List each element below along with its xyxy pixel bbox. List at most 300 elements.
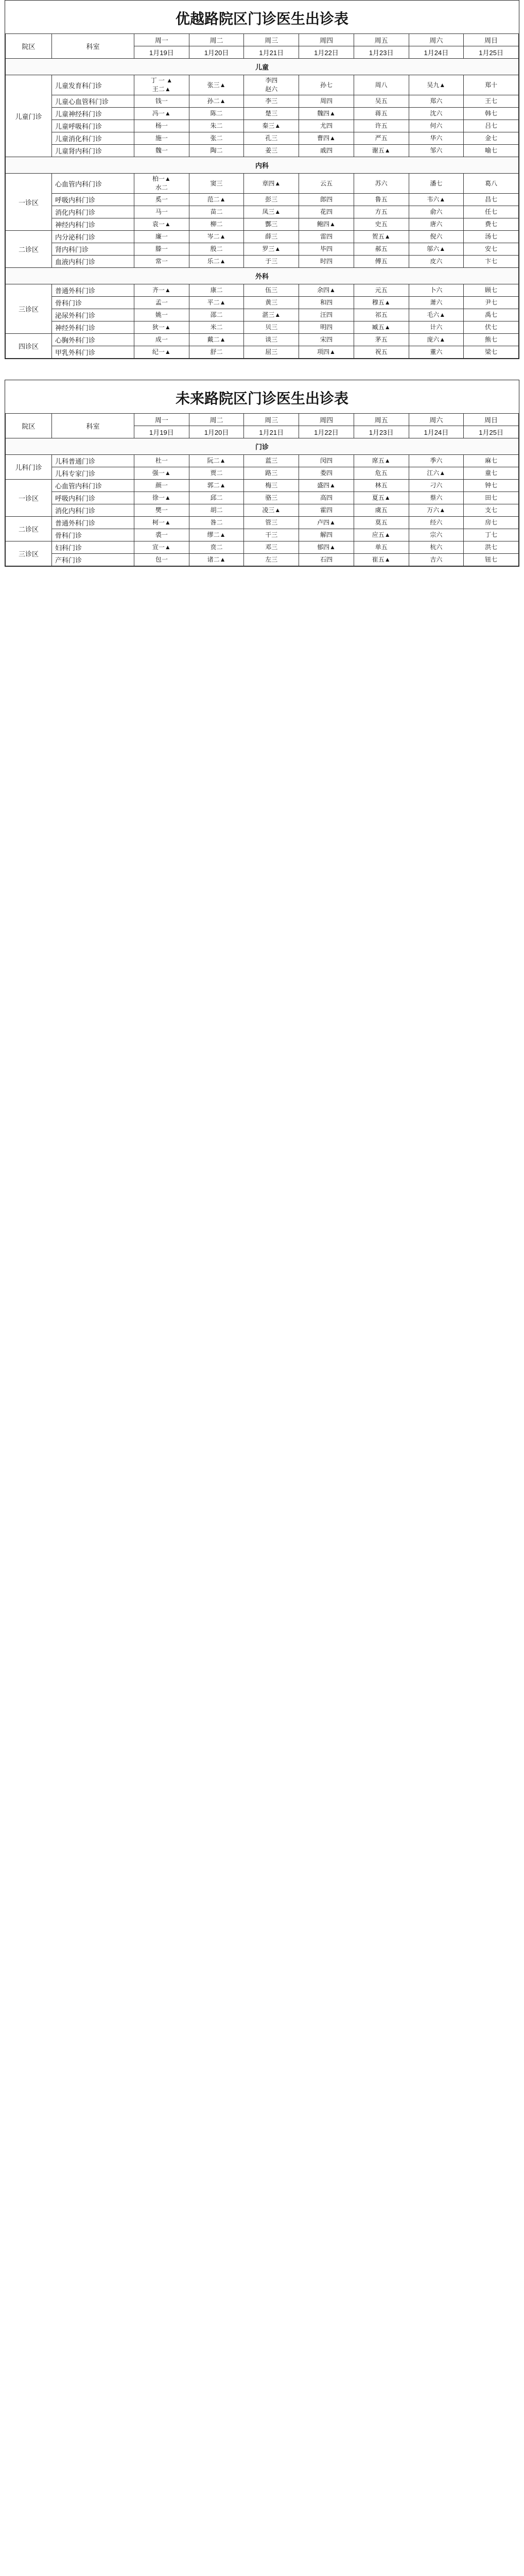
doctor-cell: 安七 <box>464 243 519 256</box>
doctor-cell: 滕一 <box>134 243 189 256</box>
date-sat: 1月24日 <box>409 426 464 438</box>
dept-cell: 儿科专家门诊 <box>52 467 134 480</box>
sheet-2-title: 未来路院区门诊医生出诊表 <box>175 391 348 406</box>
doctor-cell: 祝五 <box>354 346 409 359</box>
doctor-cell: 解四 <box>299 529 354 541</box>
doctor-cell: 韩七 <box>464 108 519 120</box>
doctor-cell: 姜三 <box>244 145 299 157</box>
doctor-cell: 缪二▲ <box>189 529 244 541</box>
doctor-cell: 陶二 <box>189 145 244 157</box>
doctor-cell: 明四 <box>299 321 354 334</box>
dept-cell: 消化内科门诊 <box>52 504 134 517</box>
doctor-cell: 刁六 <box>409 480 464 492</box>
table-row <box>6 231 519 243</box>
doctor-cell: 舒二 <box>189 346 244 359</box>
doctor-cell: 钮七 <box>464 554 519 566</box>
sheet-1-header-row <box>6 34 519 46</box>
date-fri: 1月23日 <box>354 426 409 438</box>
doctor-cell: 余四▲ <box>299 284 354 297</box>
doctor-cell: 喻七 <box>464 145 519 157</box>
doctor-cell: 严五 <box>354 132 409 145</box>
doctor-cell: 杨一 <box>134 120 189 132</box>
doctor-cell: 史五 <box>354 218 409 231</box>
doctor-cell: 茅五 <box>354 334 409 346</box>
doctor-cell: 季六 <box>409 455 464 467</box>
doctor-cell: 方五 <box>354 206 409 218</box>
doctor-cell: 项四▲ <box>299 346 354 359</box>
doctor-cell: 祁五 <box>354 309 409 321</box>
doctor-cell: 宗六 <box>409 529 464 541</box>
doctor-cell: 凌三▲ <box>244 504 299 517</box>
doctor-cell: 李三 <box>244 95 299 108</box>
dept-cell: 神经内科门诊 <box>52 218 134 231</box>
doctor-cell: 葛八 <box>464 174 519 194</box>
dept-cell: 血液内科门诊 <box>52 256 134 268</box>
doctor-cell: 宣一▲ <box>134 541 189 554</box>
date-thu: 1月22日 <box>299 46 354 59</box>
doctor-cell: 纪一▲ <box>134 346 189 359</box>
doctor-cell: 宋四 <box>299 334 354 346</box>
table-row <box>6 194 519 206</box>
area-cell: 儿童门诊 <box>6 75 52 157</box>
area-cell: 三诊区 <box>6 541 52 566</box>
doctor-cell: 邵二 <box>189 309 244 321</box>
doctor-cell: 鲍四▲ <box>299 218 354 231</box>
header-fri: 周五 <box>354 34 409 46</box>
doctor-cell: 丁 一 ▲ 王二▲ <box>134 75 189 95</box>
doctor-cell: 颜一 <box>134 480 189 492</box>
doctor-cell: 罗三▲ <box>244 243 299 256</box>
doctor-cell: 孙二▲ <box>189 95 244 108</box>
dept-cell: 儿童心血管科门诊 <box>52 95 134 108</box>
doctor-cell: 郑六 <box>409 95 464 108</box>
doctor-cell: 黄三 <box>244 297 299 309</box>
doctor-cell: 杭六 <box>409 541 464 554</box>
doctor-cell: 薛三 <box>244 231 299 243</box>
area-cell: 三诊区 <box>6 284 52 334</box>
table-row <box>6 284 519 297</box>
doctor-cell: 骆三 <box>244 492 299 504</box>
doctor-cell: 柯一▲ <box>134 517 189 529</box>
doctor-cell: 单五 <box>354 541 409 554</box>
doctor-cell: 娄四 <box>299 467 354 480</box>
doctor-cell: 金七 <box>464 132 519 145</box>
doctor-cell: 潘七 <box>409 174 464 194</box>
doctor-cell: 孔三 <box>244 132 299 145</box>
doctor-cell: 许五 <box>354 120 409 132</box>
date-sun: 1月25日 <box>464 426 519 438</box>
sheet-1-body <box>6 59 519 359</box>
doctor-cell: 米二 <box>189 321 244 334</box>
doctor-cell: 王七 <box>464 95 519 108</box>
doctor-cell: 乐二▲ <box>189 256 244 268</box>
doctor-cell: 成一 <box>134 334 189 346</box>
doctor-cell: 沈六 <box>409 108 464 120</box>
sheet-1-title: 优越路院区门诊医生出诊表 <box>175 11 348 27</box>
doctor-cell: 樊一 <box>134 504 189 517</box>
sheet-1-table <box>5 33 519 359</box>
section-label: 外科 <box>6 268 519 284</box>
doctor-cell: 席五▲ <box>354 455 409 467</box>
header-thu: 周四 <box>299 34 354 46</box>
doctor-cell: 姚一 <box>134 309 189 321</box>
header-dept: 科室 <box>52 414 134 438</box>
doctor-cell: 谢五▲ <box>354 145 409 157</box>
doctor-cell: 胡二 <box>189 504 244 517</box>
doctor-cell: 贾二 <box>189 467 244 480</box>
header-wed: 周三 <box>244 34 299 46</box>
sheet-1 <box>5 0 519 359</box>
doctor-cell: 柳二 <box>189 218 244 231</box>
doctor-cell: 汤七 <box>464 231 519 243</box>
header-sun: 周日 <box>464 414 519 426</box>
doctor-cell: 伍三 <box>244 284 299 297</box>
doctor-cell: 穆五▲ <box>354 297 409 309</box>
date-sun: 1月25日 <box>464 46 519 59</box>
doctor-cell: 奚一 <box>134 194 189 206</box>
header-wed: 周三 <box>244 414 299 426</box>
doctor-cell: 彭三 <box>244 194 299 206</box>
doctor-cell: 岑二▲ <box>189 231 244 243</box>
dept-cell: 儿科普通门诊 <box>52 455 134 467</box>
doctor-cell: 熊七 <box>464 334 519 346</box>
table-row <box>6 297 519 309</box>
table-row <box>6 120 519 132</box>
doctor-cell: 时四 <box>299 256 354 268</box>
doctor-cell: 霍四 <box>299 504 354 517</box>
doctor-cell: 卢四▲ <box>299 517 354 529</box>
doctor-cell: 万六▲ <box>409 504 464 517</box>
date-tue: 1月20日 <box>189 426 244 438</box>
section-label: 内科 <box>6 157 519 174</box>
table-row <box>6 243 519 256</box>
doctor-cell: 苗二 <box>189 206 244 218</box>
section-row <box>6 268 519 284</box>
doctor-cell: 顾七 <box>464 284 519 297</box>
doctor-cell: 丁七 <box>464 529 519 541</box>
section-row <box>6 59 519 75</box>
doctor-cell: 夏五▲ <box>354 492 409 504</box>
doctor-cell: 虞五 <box>354 504 409 517</box>
doctor-cell: 钱一 <box>134 95 189 108</box>
section-row <box>6 438 519 455</box>
doctor-cell: 石四 <box>299 554 354 566</box>
date-tue: 1月20日 <box>189 46 244 59</box>
doctor-cell: 林五 <box>354 480 409 492</box>
doctor-cell: 孟一 <box>134 297 189 309</box>
dept-cell: 儿童神经科门诊 <box>52 108 134 120</box>
area-cell: 一诊区 <box>6 174 52 231</box>
doctor-cell: 蒋五 <box>354 108 409 120</box>
doctor-cell: 郎四 <box>299 194 354 206</box>
header-mon: 周一 <box>134 34 189 46</box>
doctor-cell: 诸二▲ <box>189 554 244 566</box>
doctor-cell: 卞七 <box>464 256 519 268</box>
doctor-cell: 童七 <box>464 467 519 480</box>
doctor-cell: 楚三 <box>244 108 299 120</box>
doctor-cell: 傅五 <box>354 256 409 268</box>
table-row <box>6 75 519 95</box>
header-area: 院区 <box>6 414 52 438</box>
doctor-cell: 康二 <box>189 284 244 297</box>
table-row <box>6 334 519 346</box>
table-row <box>6 467 519 480</box>
doctor-cell: 吕七 <box>464 120 519 132</box>
date-mon: 1月19日 <box>134 46 189 59</box>
header-mon: 周一 <box>134 414 189 426</box>
doctor-cell: 花四 <box>299 206 354 218</box>
dept-cell: 儿童发育科门诊 <box>52 75 134 95</box>
doctor-cell: 周四 <box>299 95 354 108</box>
doctor-cell: 梁七 <box>464 346 519 359</box>
dept-cell: 肾内科门诊 <box>52 243 134 256</box>
doctor-cell: 秦三▲ <box>244 120 299 132</box>
doctor-cell: 狄一▲ <box>134 321 189 334</box>
table-row <box>6 492 519 504</box>
doctor-cell: 尤四 <box>299 120 354 132</box>
doctor-cell: 臧五▲ <box>354 321 409 334</box>
doctor-cell: 房七 <box>464 517 519 529</box>
area-cell: 二诊区 <box>6 517 52 541</box>
doctor-cell: 江六▲ <box>409 467 464 480</box>
doctor-cell: 苏六 <box>354 174 409 194</box>
table-row <box>6 504 519 517</box>
dept-cell: 心血管内科门诊 <box>52 480 134 492</box>
doctor-cell: 萧六 <box>409 297 464 309</box>
doctor-cell: 皮六 <box>409 256 464 268</box>
doctor-cell: 郭二▲ <box>189 480 244 492</box>
header-sat: 周六 <box>409 34 464 46</box>
doctor-cell: 郁四▲ <box>299 541 354 554</box>
doctor-cell: 包一 <box>134 554 189 566</box>
table-row <box>6 321 519 334</box>
header-tue: 周二 <box>189 34 244 46</box>
date-thu: 1月22日 <box>299 426 354 438</box>
doctor-cell: 戚四 <box>299 145 354 157</box>
doctor-cell: 吴九▲ <box>409 75 464 95</box>
doctor-cell: 经六 <box>409 517 464 529</box>
doctor-cell: 贝三 <box>244 321 299 334</box>
doctor-cell: 高四 <box>299 492 354 504</box>
doctor-cell: 施一 <box>134 132 189 145</box>
section-row <box>6 157 519 174</box>
dept-cell: 消化内科门诊 <box>52 206 134 218</box>
doctor-cell: 平二▲ <box>189 297 244 309</box>
doctor-cell: 禹七 <box>464 309 519 321</box>
doctor-cell: 元五 <box>354 284 409 297</box>
doctor-cell: 和四 <box>299 297 354 309</box>
section-label: 门诊 <box>6 438 519 455</box>
dept-cell: 呼吸内科门诊 <box>52 194 134 206</box>
doctor-cell: 常一 <box>134 256 189 268</box>
doctor-cell: 张二 <box>189 132 244 145</box>
doctor-cell: 贲二 <box>189 541 244 554</box>
doctor-cell: 鲁五 <box>354 194 409 206</box>
doctor-cell: 盛四▲ <box>299 480 354 492</box>
doctor-cell: 范二▲ <box>189 194 244 206</box>
doctor-cell: 马一 <box>134 206 189 218</box>
doctor-cell: 毕四 <box>299 243 354 256</box>
doctor-cell: 凤三▲ <box>244 206 299 218</box>
table-row <box>6 529 519 541</box>
doctor-cell: 麻七 <box>464 455 519 467</box>
table-row <box>6 218 519 231</box>
dept-cell: 儿童消化科门诊 <box>52 132 134 145</box>
doctor-cell: 酆三 <box>244 218 299 231</box>
table-row <box>6 554 519 566</box>
table-row <box>6 455 519 467</box>
dept-cell: 普通外科门诊 <box>52 517 134 529</box>
header-area: 院区 <box>6 34 52 59</box>
doctor-cell: 雷四 <box>299 231 354 243</box>
doctor-cell: 魏一 <box>134 145 189 157</box>
dept-cell: 呼吸内科门诊 <box>52 492 134 504</box>
date-fri: 1月23日 <box>354 46 409 59</box>
doctor-cell: 管三 <box>244 517 299 529</box>
table-row <box>6 95 519 108</box>
table-row <box>6 517 519 529</box>
dept-cell: 神经外科门诊 <box>52 321 134 334</box>
doctor-cell: 李四 赵六 <box>244 75 299 95</box>
table-row <box>6 346 519 359</box>
doctor-cell: 田七 <box>464 492 519 504</box>
doctor-cell: 曹四▲ <box>299 132 354 145</box>
doctor-cell: 华六 <box>409 132 464 145</box>
dept-cell: 泌尿外科门诊 <box>52 309 134 321</box>
doctor-cell: 应五▲ <box>354 529 409 541</box>
doctor-cell: 尹七 <box>464 297 519 309</box>
doctor-cell: 冯一▲ <box>134 108 189 120</box>
header-thu: 周四 <box>299 414 354 426</box>
doctor-cell: 殷二 <box>189 243 244 256</box>
dept-cell: 骨科门诊 <box>52 529 134 541</box>
date-sat: 1月24日 <box>409 46 464 59</box>
doctor-cell: 费七 <box>464 218 519 231</box>
doctor-cell: 陈二 <box>189 108 244 120</box>
doctor-cell: 袁一▲ <box>134 218 189 231</box>
doctor-cell: 吴五 <box>354 95 409 108</box>
doctor-cell: 昝二 <box>189 517 244 529</box>
table-row <box>6 132 519 145</box>
doctor-cell: 张三▲ <box>189 75 244 95</box>
doctor-cell: 裘一 <box>134 529 189 541</box>
doctor-cell: 邹六 <box>409 145 464 157</box>
area-cell: 四诊区 <box>6 334 52 359</box>
doctor-cell: 强一▲ <box>134 467 189 480</box>
doctor-cell: 屈三 <box>244 346 299 359</box>
doctor-cell: 章四▲ <box>244 174 299 194</box>
table-row <box>6 145 519 157</box>
header-tue: 周二 <box>189 414 244 426</box>
doctor-cell: 吉六 <box>409 554 464 566</box>
doctor-cell: 邓三 <box>244 541 299 554</box>
doctor-cell: 支七 <box>464 504 519 517</box>
doctor-cell: 任七 <box>464 206 519 218</box>
doctor-cell: 周八 <box>354 75 409 95</box>
doctor-cell: 于三 <box>244 256 299 268</box>
doctor-cell: 汪四 <box>299 309 354 321</box>
doctor-cell: 柏一▲ 水二 <box>134 174 189 194</box>
doctor-cell: 邬六▲ <box>409 243 464 256</box>
doctor-cell: 钟七 <box>464 480 519 492</box>
doctor-cell: 唐六 <box>409 218 464 231</box>
table-row <box>6 480 519 492</box>
doctor-cell: 齐一▲ <box>134 284 189 297</box>
doctor-cell: 危五 <box>354 467 409 480</box>
doctor-cell: 左三 <box>244 554 299 566</box>
doctor-cell: 伏七 <box>464 321 519 334</box>
doctor-cell: 崔五▲ <box>354 554 409 566</box>
date-wed: 1月21日 <box>244 426 299 438</box>
doctor-cell: 徐一▲ <box>134 492 189 504</box>
doctor-cell: 孙七 <box>299 75 354 95</box>
area-cell: 二诊区 <box>6 231 52 268</box>
table-row <box>6 309 519 321</box>
sheet-2-header-row <box>6 414 519 426</box>
header-dept: 科室 <box>52 34 134 59</box>
doctor-cell: 戴二▲ <box>189 334 244 346</box>
dept-cell: 甲乳外科门诊 <box>52 346 134 359</box>
doctor-cell: 庞六▲ <box>409 334 464 346</box>
doctor-cell: 干三 <box>244 529 299 541</box>
doctor-cell: 贺五▲ <box>354 231 409 243</box>
dept-cell: 骨科门诊 <box>52 297 134 309</box>
doctor-cell: 阮二▲ <box>189 455 244 467</box>
doctor-cell: 湛三▲ <box>244 309 299 321</box>
doctor-cell: 何六 <box>409 120 464 132</box>
area-cell: 一诊区 <box>6 480 52 517</box>
doctor-cell: 俞六 <box>409 206 464 218</box>
doctor-cell: 魏四▲ <box>299 108 354 120</box>
date-mon: 1月19日 <box>134 426 189 438</box>
doctor-cell: 云五 <box>299 174 354 194</box>
header-sun: 周日 <box>464 34 519 46</box>
dept-cell: 妇科门诊 <box>52 541 134 554</box>
dept-cell: 心血管内科门诊 <box>52 174 134 194</box>
doctor-cell: 昌七 <box>464 194 519 206</box>
doctor-cell: 郑十 <box>464 75 519 95</box>
doctor-cell: 杜一 <box>134 455 189 467</box>
dept-cell: 儿童呼吸科门诊 <box>52 120 134 132</box>
dept-cell: 心胸外科门诊 <box>52 334 134 346</box>
dept-cell: 产科门诊 <box>52 554 134 566</box>
doctor-cell: 董六 <box>409 346 464 359</box>
doctor-cell: 卜六 <box>409 284 464 297</box>
doctor-cell: 谈三 <box>244 334 299 346</box>
doctor-cell: 计六 <box>409 321 464 334</box>
doctor-cell: 莫五 <box>354 517 409 529</box>
doctor-cell: 毛六▲ <box>409 309 464 321</box>
table-row <box>6 256 519 268</box>
table-row <box>6 206 519 218</box>
doctor-cell: 韦六▲ <box>409 194 464 206</box>
date-wed: 1月21日 <box>244 46 299 59</box>
doctor-cell: 路三 <box>244 467 299 480</box>
table-row <box>6 541 519 554</box>
doctor-cell: 蓝三 <box>244 455 299 467</box>
sheet-2-table <box>5 413 519 566</box>
doctor-cell: 闵四 <box>299 455 354 467</box>
header-sat: 周六 <box>409 414 464 426</box>
section-label: 儿童 <box>6 59 519 75</box>
dept-cell: 普通外科门诊 <box>52 284 134 297</box>
header-fri: 周五 <box>354 414 409 426</box>
table-row <box>6 108 519 120</box>
doctor-cell: 廉一 <box>134 231 189 243</box>
doctor-cell: 朱二 <box>189 120 244 132</box>
area-cell: 儿科门诊 <box>6 455 52 480</box>
doctor-cell: 蔡六 <box>409 492 464 504</box>
